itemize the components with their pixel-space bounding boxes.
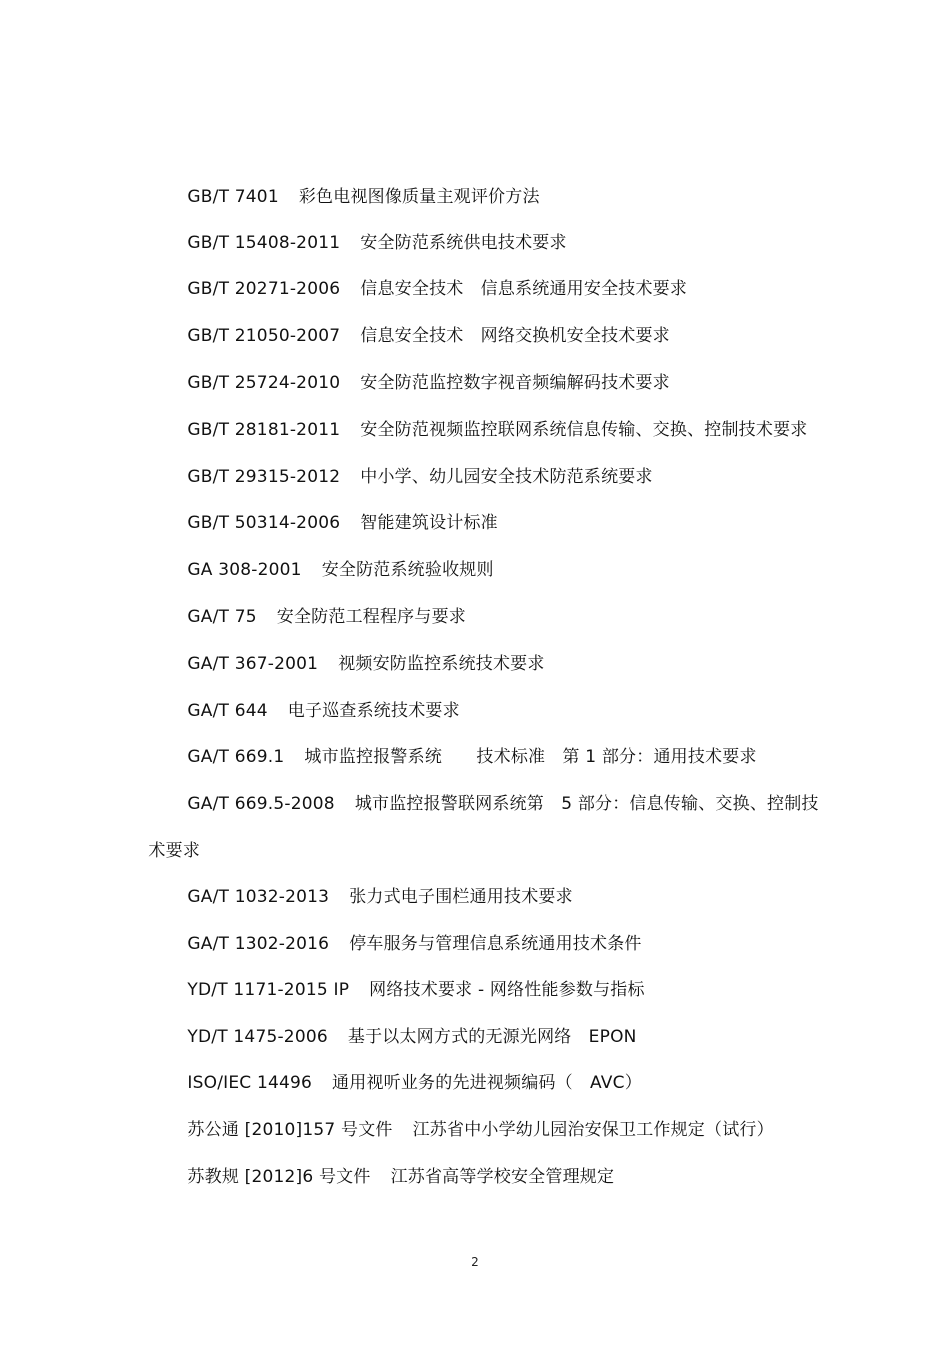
standard-title: 彩色电视图像质量主观评价方法: [298, 187, 540, 207]
standard-code: GA/T 669.1: [187, 747, 285, 767]
standard-code: GB/T 25724-2010: [187, 373, 341, 393]
page-number: 2: [471, 1255, 479, 1269]
standard-code: 苏公通 [2010]157 号文件: [187, 1120, 393, 1140]
standard-code: GA/T 1302-2016: [187, 934, 330, 954]
standard-title: 张力式电子围栏通用技术要求: [349, 887, 573, 907]
standard-code: GB/T 28181-2011: [187, 420, 341, 440]
standard-code: GB/T 20271-2006: [187, 279, 341, 299]
standard-code: GB/T 50314-2006: [187, 513, 341, 533]
standard-title: 停车服务与管理信息系统通用技术条件: [349, 934, 642, 954]
standard-title: 网络技术要求 - 网络性能参数与指标: [369, 980, 645, 1000]
standard-title: 安全防范系统验收规则: [321, 560, 494, 580]
standard-code: GA/T 1032-2013: [187, 887, 330, 907]
standard-title: 安全防范工程程序与要求: [276, 607, 466, 627]
standard-code: GB/T 15408-2011: [187, 233, 341, 253]
standard-code: YD/T 1475-2006: [187, 1027, 328, 1047]
standard-title: 安全防范监控数字视音频编解码技术要求: [360, 373, 670, 393]
standard-code: GA/T 669.5-2008: [187, 794, 335, 814]
standard-title: 基于以太网方式的无源光网络 EPON: [347, 1027, 637, 1047]
standard-title: 城市监控报警系统 技术标准 第 1 部分：通用技术要求: [304, 747, 757, 767]
standard-title: 江苏省高等学校安全管理规定: [390, 1167, 615, 1187]
standard-title: 安全防范系统供电技术要求: [360, 233, 567, 253]
standard-title: 信息安全技术 网络交换机安全技术要求: [360, 326, 670, 346]
standard-code: GB/T 21050-2007: [187, 326, 341, 346]
standard-title: 安全防范视频监控联网系统信息传输、交换、控制技术要求: [360, 420, 808, 440]
standard-code: ISO/IEC 14496: [187, 1073, 313, 1093]
standard-title: 视频安防监控系统技术要求: [338, 654, 545, 674]
standard-code: GB/T 7401: [187, 187, 279, 207]
standard-title: 信息安全技术 信息系统通用安全技术要求: [360, 279, 688, 299]
standard-code: GA/T 75: [187, 607, 257, 627]
reference-line: [165, 771, 819, 837]
standard-title: 通用视听业务的先进视频编码（ AVC）: [332, 1073, 642, 1093]
standard-code: 苏教规 [2012]6 号文件: [187, 1167, 371, 1187]
standard-code: GA/T 644: [187, 701, 268, 721]
standard-code: GB/T 29315-2012: [187, 467, 341, 487]
standard-title: 中小学、幼儿园安全技术防范系统要求: [360, 467, 653, 487]
standard-title: 电子巡查系统技术要求: [287, 701, 460, 721]
standard-title: 术要求: [148, 841, 201, 861]
standard-title: 智能建筑设计标准: [360, 513, 498, 533]
reference-line: [165, 1144, 614, 1210]
standard-title: 城市监控报警联网系统第 5 部分：信息传输、交换、控制技: [354, 794, 819, 814]
standard-code: GA/T 367-2001: [187, 654, 319, 674]
standard-code: GA 308-2001: [187, 560, 302, 580]
standard-code: YD/T 1171-2015 IP: [187, 980, 350, 1000]
standard-title: 江苏省中小学幼儿园治安保卫工作规定（试行）: [412, 1120, 774, 1140]
